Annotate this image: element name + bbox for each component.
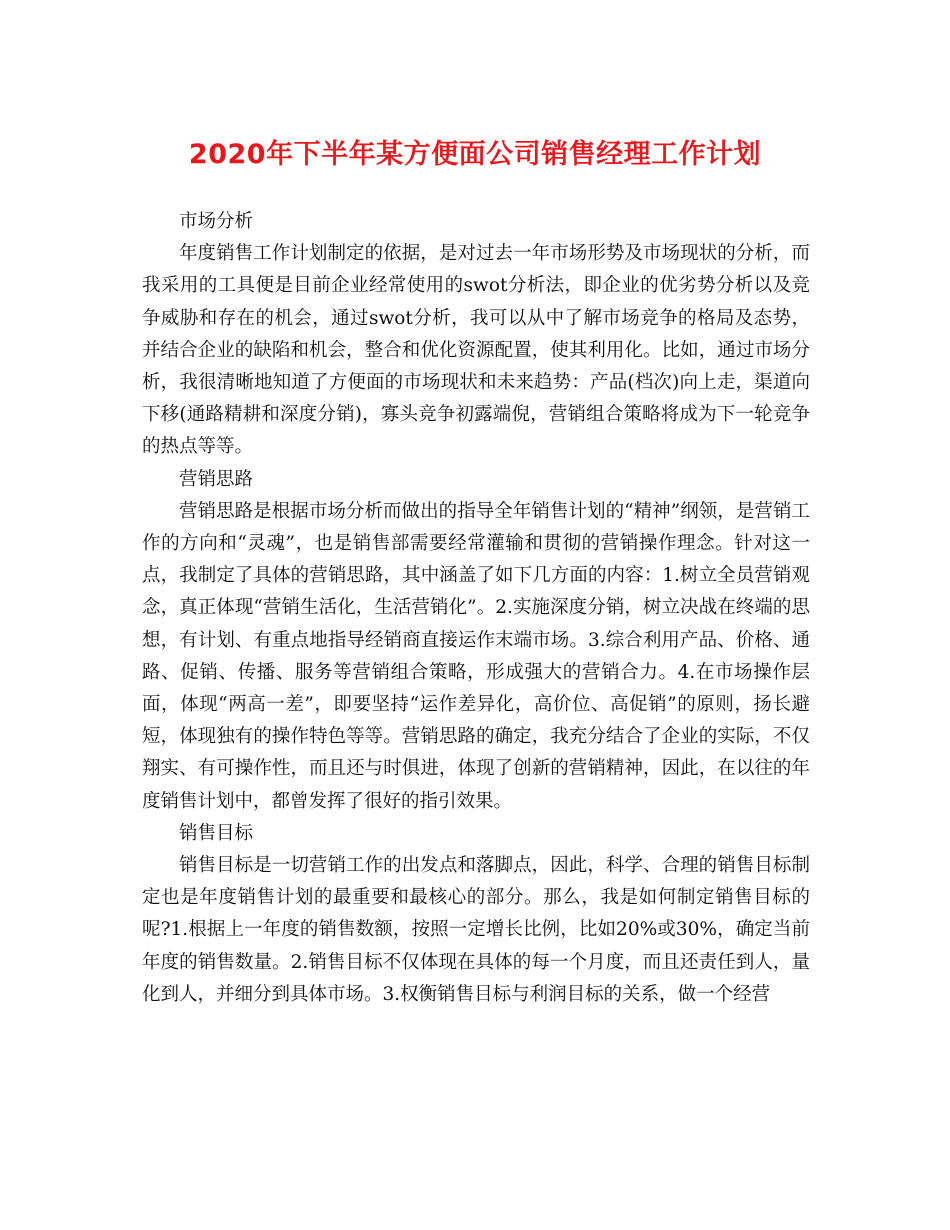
- section-paragraph-market-analysis: 年度销售工作计划制定的依据，是对过去一年市场形势及市场现状的分析，而我采用的工具便是目前企业经常使用的swot分析法，即企业的优劣势分析以及竞争威胁和存在的机会，通过swot分析，我可以从中了解市场竞争的格局及态势，并结合企业的缺陷和机会，整合和优化资源配置，使其利用化。比如，通过市场分析，我很清晰地知道了方便面的市场现状和未来趋势：产品(档次)向上走，渠道向下移(通路精耕和深度分销)，寡头竞争初露端倪，营销组合策略将成为下一轮竞争的热点等等。: [142, 243, 810, 458]
- section-paragraph-marketing-approach: 营销思路是根据市场分析而做出的指导全年销售计划的“精神”纲领，是营销工作的方向和“灵魂”，也是销售部需要经常灌输和贯彻的营销操作理念。针对这一点，我制定了具体的营销思路，其中涵盖了如下几方面的内容：1.树立全员营销观念，真正体现“营销生活化，生活营销化”。2.实施深度分销，树立决战在终端的思想，有计划、有重点地指导经销商直接运作末端市场。3.综合利用产品、价格、通路、促销、传播、服务等营销组合策略，形成强大的营销合力。4.在市场操作层面，体现“两高一差”，即要坚持“运作差异化，高价位、高促销”的原则，扬长避短，体现独有的操作特色等等。营销思路的确定，我充分结合了企业的实际，不仅翔实、有可操作性，而且还与时俱进，体现了创新的营销精神，因此，在以往的年度销售计划中，都曾发挥了很好的指引效果。: [142, 500, 810, 812]
- document-body: [142, 206, 810, 1011]
- section-heading-sales-target: 销售目标: [179, 822, 254, 844]
- document-title: 2020年下半年某方便面公司销售经理工作计划: [188, 139, 762, 170]
- section-paragraph-sales-target: 销售目标是一切营销工作的出发点和落脚点，因此，科学、合理的销售目标制定也是年度销售计划的最重要和最核心的部分。那么，我是如何制定销售目标的呢?1.根据上一年度的销售数额，按照一定增长比例，比如20%或30%，确定当前年度的销售数量。2.销售目标不仅体现在具体的每一个月度，而且还责任到人，量化到人，并细分到具体市场。3.权衡销售目标与利润目标的关系，做一个经营: [142, 855, 810, 1005]
- section-heading-marketing-approach: 营销思路: [179, 468, 254, 490]
- section-heading-market-analysis: 市场分析: [179, 211, 254, 232]
